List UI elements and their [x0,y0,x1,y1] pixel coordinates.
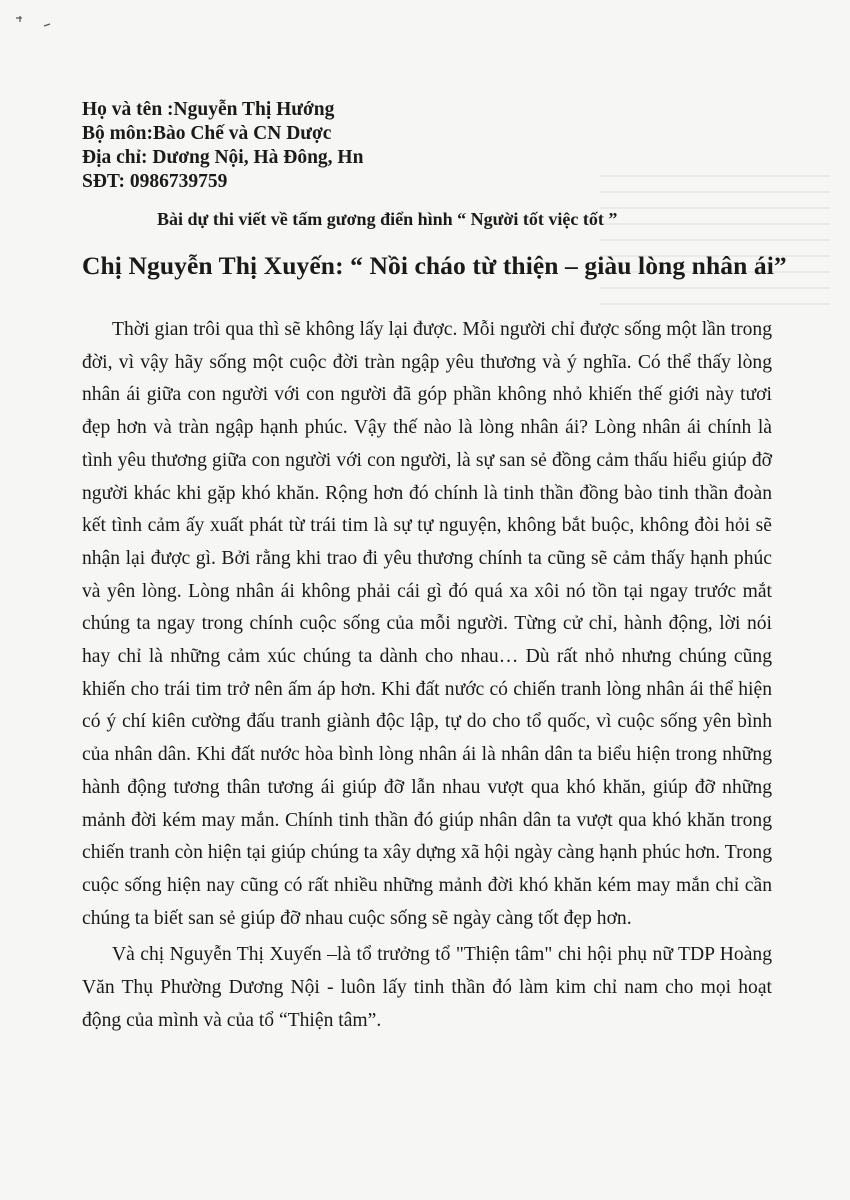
scan-mark [14,14,54,34]
paragraph-1: Thời gian trôi qua thì sẽ không lấy lại được. Mỗi người chỉ được sống một lần trong đời, vì vậy hãy sống một cuộc đời tràn ngập yêu thương và ý nghĩa. Có thể thấy lòng nhân ái giữa con người với con người đã góp phần không nhỏ khiến thế giới này tươi đẹp hơn và tràn ngập hạnh phúc. Vậy thế nào là lòng nhân ái? Lòng nhân ái chính là tình yêu thương giữa con người với con người, là sự san sẻ đồng cảm thấu hiểu giúp đỡ người khác khi gặp khó khăn. Rộng hơn đó chính là tinh thần đồng bào tinh thần đoàn kết tình cảm ấy xuất phát từ trái tim là sự tự nguyện, không bắt buộc, không đòi hỏi sẽ nhận lại được gì. Bởi rằng khi trao đi yêu thương chính ta cũng sẽ cảm thấy hạnh phúc và yên lòng. Lòng nhân ái không phải cái gì đó quá xa xôi nó tồn tại ngay trước mắt chúng ta ngay trong chính cuộc sống của mỗi người. Từng cử chỉ, hành động, lời nói hay chỉ là những cảm xúc chúng ta dành cho nhau… Dù rất nhỏ nhưng chúng cũng khiến cho trái tim trở nên ấm áp hơn. Khi đất nước có chiến tranh lòng nhân ái thể hiện có ý chí kiên cường đấu tranh giành độc lập, tự do cho tổ quốc, vì cuộc sống yên bình của nhân dân. Khi đất nước hòa bình lòng nhân ái là nhân dân ta biểu hiện trong những hành động tương thân tương ái giúp đỡ lẫn nhau vượt qua khó khăn, giúp đỡ những mảnh đời kém may mắn. Chính tinh thần đó giúp nhân dân ta vượt qua khó khăn trong chiến tranh còn hiện tại giúp chúng ta xây dựng xã hội ngày càng hạnh phúc hơn. Trong cuộc sống hiện nay cũng có rất nhiều những mảnh đời khó khăn kém may mắn chỉ cần chúng ta biết san sẻ giúp đỡ nhau cuộc sống sẽ ngày càng tốt đẹp hơn. [82,319,772,929]
author-department: Bộ môn:Bào Chế và CN Dược [82,123,332,144]
author-name: Họ và tên :Nguyễn Thị Hướng [82,99,335,120]
bleed-through-texture [600,175,830,305]
document-title: Chị Nguyễn Thị Xuyến: “ Nồi cháo từ thiện – giàu lòng nhân ái” [82,251,787,280]
paragraph-2: Và chị Nguyễn Thị Xuyến –là tổ trưởng tổ "Thiện tâm" chi hội phụ nữ TDP Hoàng Văn Thụ Phường Dương Nội - luôn lấy tinh thần đó làm kim chỉ nam cho mọi hoạt động của mình và của tổ “Thiện tâm”. [82,944,772,1031]
author-phone: SĐT: 0986739759 [82,171,228,192]
author-address: Địa chỉ: Dương Nội, Hà Đông, Hn [82,147,364,168]
document-subtitle: Bài dự thi viết về tấm gương điển hình “ Người tốt việc tốt ” [157,209,618,229]
author-header [82,98,363,194]
body-text [82,314,772,1037]
